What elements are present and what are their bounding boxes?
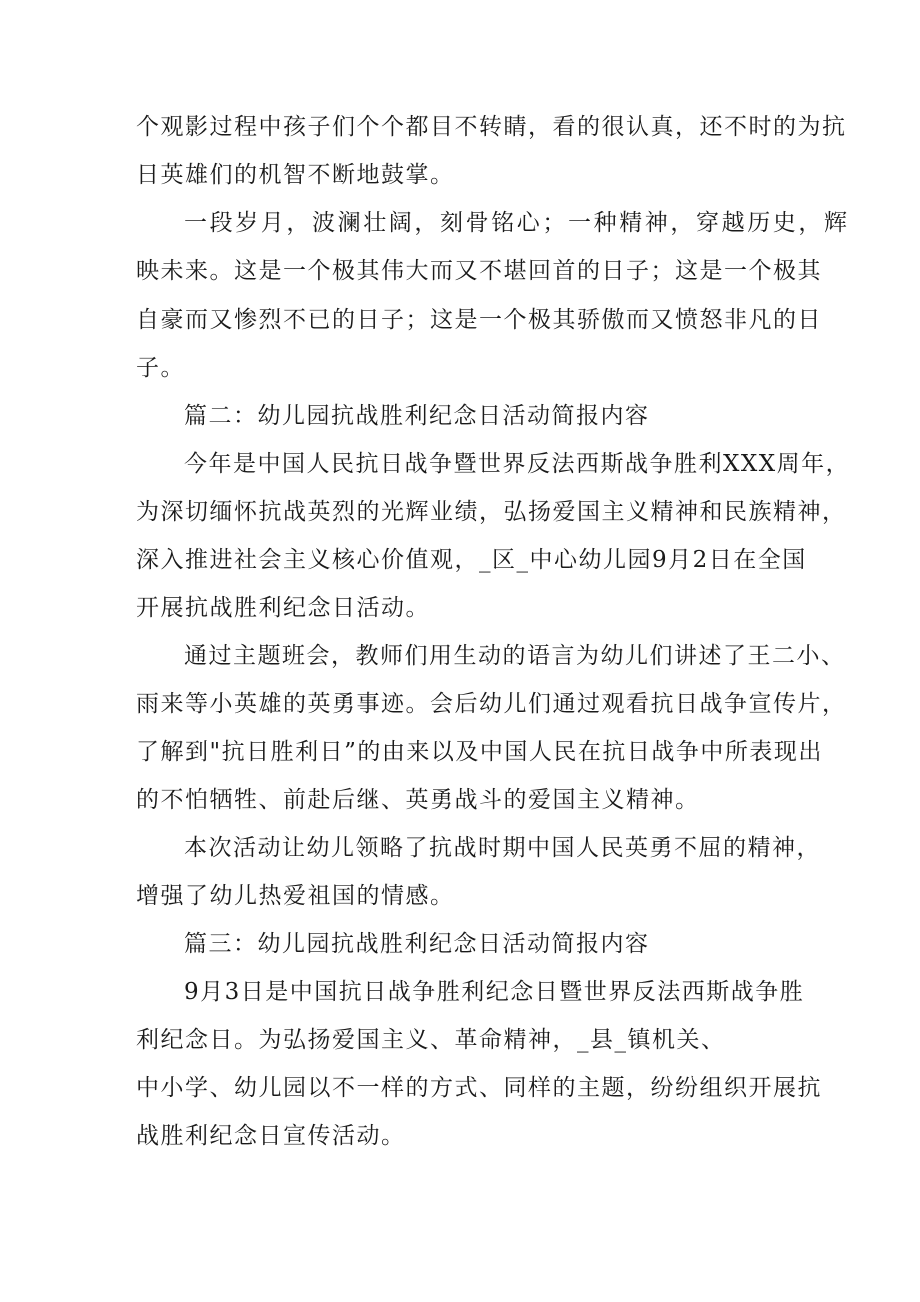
paragraph-line: 的不怕牺牲、前赴后继、英勇战斗的爱国主义精神。 bbox=[136, 787, 700, 813]
paragraph-line: 9月3日是中国抗日战争胜利纪念日暨世界反法西斯战争胜 bbox=[184, 979, 805, 1005]
paragraph-line: 为深切缅怀抗战英烈的光辉业绩，弘扬爱国主义精神和民族精神， bbox=[136, 499, 847, 525]
paragraph-line: 通过主题班会，教师们用生动的语言为幼儿们讲述了王二小、 bbox=[184, 643, 846, 669]
paragraph-line: 了解到"抗日胜利日”的由来以及中国人民在抗日战争中所表现出 bbox=[136, 739, 823, 765]
paragraph-line: 日英雄们的机智不断地鼓掌。 bbox=[136, 162, 455, 188]
paragraph-line: 一段岁月，波澜壮阔，刻骨铭心；一种精神，穿越历史，辉 bbox=[184, 210, 850, 236]
paragraph-line: 利纪念日。为弘扬爱国主义、革命精神，_县_镇机关、 bbox=[136, 1027, 726, 1053]
paragraph-line: 战胜利纪念日宣传活动。 bbox=[136, 1123, 406, 1149]
paragraph-line: 增强了幼儿热爱祖国的情感。 bbox=[136, 883, 455, 909]
section-heading: 篇三：幼儿园抗战胜利纪念日活动简报内容 bbox=[184, 931, 650, 957]
paragraph-line: 子。 bbox=[136, 355, 185, 381]
paragraph-line: 深入推进社会主义核心价值观，_区_中心幼儿园9月2日在全国 bbox=[136, 547, 807, 573]
paragraph-line: 开展抗战胜利纪念日活动。 bbox=[136, 595, 430, 621]
paragraph-line: 中小学、幼儿园以不一样的方式、同样的主题，纷纷组织开展抗 bbox=[136, 1075, 822, 1101]
paragraph-line: 今年是中国人民抗日战争暨世界反法西斯战争胜利XXX周年， bbox=[184, 451, 851, 477]
paragraph-line: 映未来。这是一个极其伟大而又不堪回首的日子；这是一个极其 bbox=[136, 258, 822, 284]
paragraph-line: 本次活动让幼儿领略了抗战时期中国人民英勇不屈的精神， bbox=[184, 835, 821, 861]
paragraph-line: 雨来等小英雄的英勇事迹。会后幼儿们通过观看抗日战争宣传片， bbox=[136, 691, 847, 717]
section-heading: 篇二：幼儿园抗战胜利纪念日活动简报内容 bbox=[184, 403, 650, 429]
paragraph-line: 自豪而又惨烈不已的日子；这是一个极其骄傲而又愤怒非凡的日 bbox=[136, 307, 822, 333]
paragraph-line: 个观影过程中孩子们个个都目不转睛，看的很认真，还不时的为抗 bbox=[136, 114, 847, 140]
